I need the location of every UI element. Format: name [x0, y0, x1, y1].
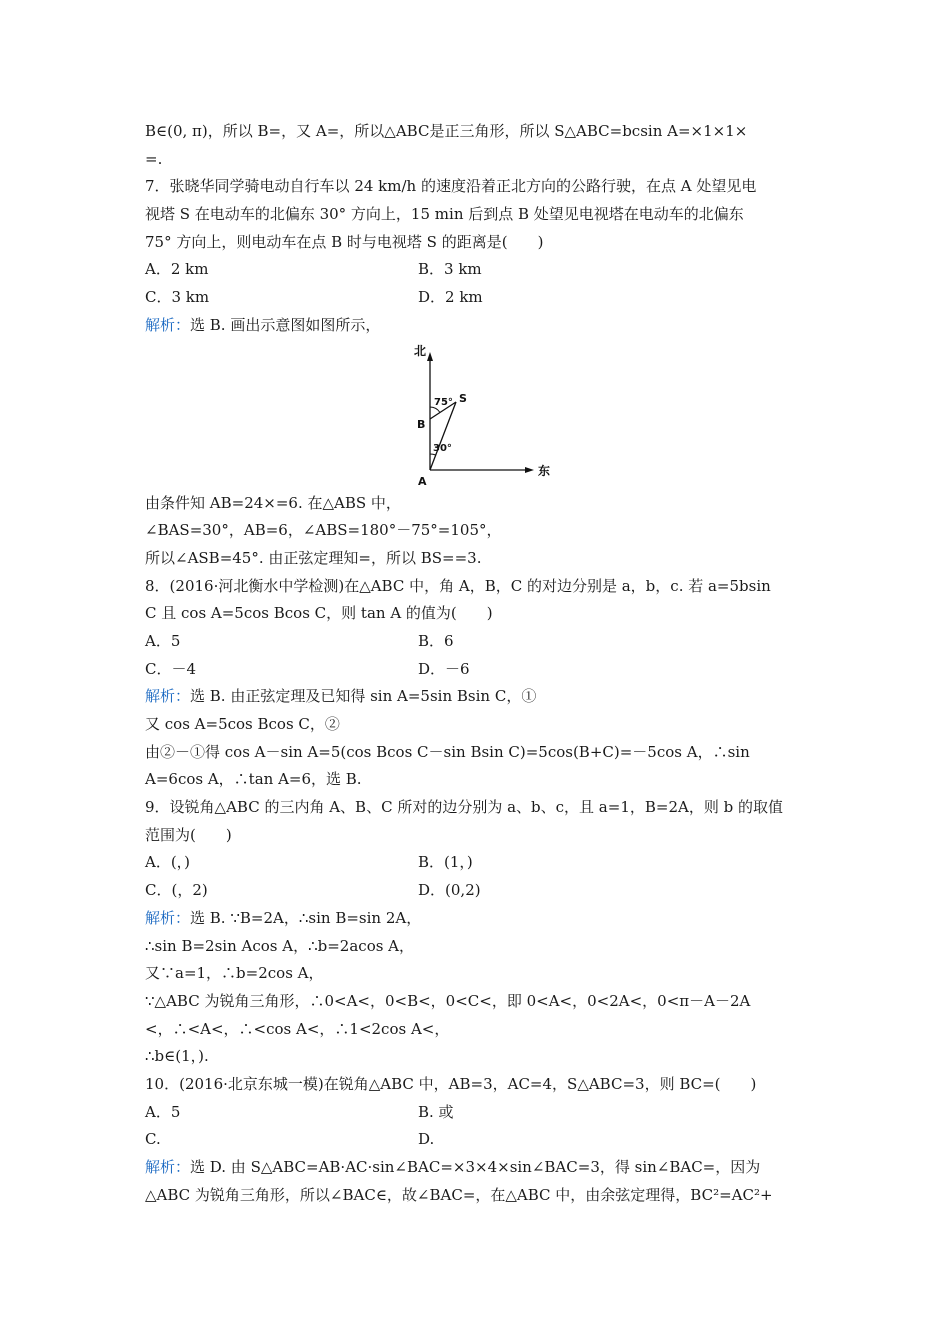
label-point-s: S	[459, 391, 467, 405]
options-row	[145, 877, 815, 905]
label-angle-30: 30°	[433, 442, 452, 454]
solution-line: ∴sin B=2sin Acos A，∴b=2acos A，	[145, 936, 415, 955]
solution-label: 解析：	[145, 315, 191, 334]
solution-text: 选 D. 由 S△ABC=AB·AC·sin∠BAC=×3×4×sin∠BAC=3，得 sin∠BAC=，因为	[190, 1158, 761, 1176]
document-page	[145, 118, 815, 1209]
direction-diagram-svg	[410, 342, 550, 488]
solution-label: 解析：	[145, 908, 191, 927]
option-b: B．(1，)	[418, 853, 473, 872]
solution-line: <，∴<A<，∴<cos A<，∴1<2cos A<，	[145, 1019, 450, 1038]
question-stem-line: 10．(2016·北京东城一模)在锐角△ABC 中，AB=3，AC=4，S△ABC=3，则 BC=( )	[145, 1074, 757, 1093]
option-c: C．－4	[145, 659, 197, 678]
solution-line	[145, 1154, 815, 1182]
option-c: C.	[145, 1130, 161, 1149]
options-row	[145, 628, 815, 656]
angle-arc-30	[430, 453, 436, 454]
question-7	[145, 173, 815, 572]
question-stem-line: 8．(2016·河北衡水中学检测)在△ABC 中，角 A，B，C 的对边分别是 a，b，c. 若 a=5bsin	[145, 576, 771, 595]
option-a: A．2 km	[145, 260, 209, 279]
label-east: 东	[538, 463, 550, 478]
solution-line: 由条件知 AB=24×=6. 在△ABS 中，	[145, 493, 401, 512]
question-8	[145, 573, 815, 795]
question-9	[145, 794, 815, 1071]
question-stem-line: 视塔 S 在电动车的北偏东 30° 方向上，15 min 后到点 B 处望见电视塔在电动车的北偏东	[145, 205, 744, 224]
option-a: A．(，)	[145, 853, 191, 872]
east-arrowhead	[525, 467, 534, 473]
solution-text: 选 B. ∵B=2A，∴sin B=sin 2A，	[190, 908, 422, 927]
solution-line: 又∵a=1，∴b=2cos A，	[145, 964, 324, 983]
solution-label: 解析：	[145, 1158, 191, 1176]
solution-line: 又 cos A=5cos Bcos C，②	[145, 715, 340, 733]
solution-line	[145, 312, 815, 340]
solution-line: ∴b∈(1，).	[145, 1047, 209, 1066]
question-stem-line: 75° 方向上，则电动车在点 B 时与电视塔 S 的距离是( )	[145, 232, 544, 251]
solution-text: 选 B. 由正弦定理及已知得 sin A=5sin Bsin C，①	[190, 687, 537, 706]
option-d: D.	[418, 1130, 435, 1149]
options-row	[145, 284, 815, 312]
label-angle-75: 75°	[434, 396, 453, 408]
option-c: C．3 km	[145, 288, 210, 307]
label-point-b: B	[417, 417, 426, 431]
options-row	[145, 656, 815, 684]
solution-line: ∵△ABC 为锐角三角形，∴0<A<，0<B<，0<C<，即 0<A<，0<2A<，0<π－A－2A	[145, 991, 751, 1010]
question-stem-line: C 且 cos A=5cos Bcos C，则 tan A 的值为( )	[145, 604, 493, 623]
options-row	[145, 849, 815, 877]
options-row	[145, 1099, 815, 1127]
question-stem-line: 范围为( )	[145, 825, 232, 844]
solution-line: 由②－①得 cos A－sin A=5(cos Bcos C－sin Bsin C)=5cos(B+C)=－5cos A，∴sin	[145, 742, 750, 761]
option-a: A．5	[145, 1102, 181, 1121]
option-a: A．5	[145, 631, 181, 650]
option-b: B．3 km	[418, 260, 482, 279]
option-d: D．2 km	[418, 288, 483, 307]
option-b: B. 或	[418, 1102, 454, 1121]
direction-diagram	[145, 342, 815, 488]
north-arrowhead	[427, 352, 433, 361]
question-stem-line: 9．设锐角△ABC 的三内角 A、B、C 所对的边分别为 a、b、c，且 a=1，B=2A，则 b 的取值	[145, 798, 783, 817]
option-c: C．(，2)	[145, 881, 208, 900]
solution-line: △ABC 为锐角三角形，所以∠BAC∈，故∠BAC=，在△ABC 中，由余弦定理得，BC²=AC²+	[145, 1185, 773, 1204]
options-row	[145, 1126, 815, 1154]
label-point-a: A	[418, 474, 427, 488]
solution-line: A=6cos A，∴tan A=6，选 B.	[145, 770, 362, 789]
options-row	[145, 256, 815, 284]
solution-line: ∠BAS=30°，AB=6，∠ABS=180°－75°=105°，	[145, 521, 502, 540]
option-d: D．－6	[418, 659, 470, 678]
solution-line	[145, 905, 815, 933]
option-b: B．6	[418, 631, 454, 650]
solution-label: 解析：	[145, 687, 191, 706]
question-10	[145, 1071, 815, 1209]
segment-as	[430, 402, 456, 470]
question-stem-line: 7．张晓华同学骑电动自行车以 24 km/h 的速度沿着正北方向的公路行驶，在点 A 处望见电	[145, 177, 757, 196]
text-line: B∈(0, π)，所以 B=，又 A=，所以△ABC是正三角形，所以 S△ABC=bcsin A=×1×1×	[145, 122, 748, 140]
label-north: 北	[414, 343, 427, 358]
solution-line: 所以∠ASB=45°. 由正弦定理知=，所以 BS==3.	[145, 548, 482, 567]
option-d: D．(0,2)	[418, 881, 481, 900]
solution-text: 选 B. 画出示意图如图所示，	[190, 315, 381, 334]
text-line: =.	[145, 149, 163, 168]
solution-line	[145, 683, 815, 711]
